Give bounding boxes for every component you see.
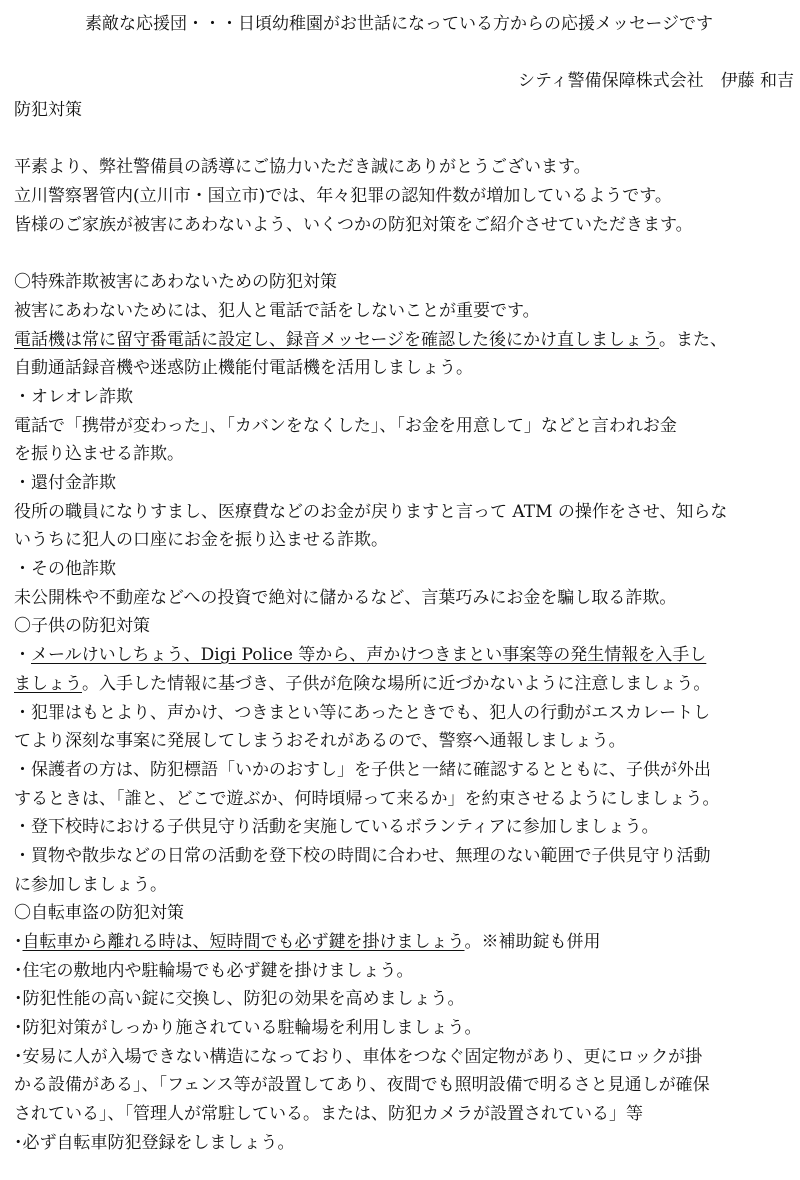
line-text: ･防犯対策がしっかり施されている駐輪場を利用しましょう。 — [14, 1018, 482, 1039]
line-text: 自動通話録音機や迷惑防止機能付電話機を活用しましょう。 — [14, 358, 473, 379]
underlined-text: メールけいしちょう、Digi Police 等から、声かけつきまとい事案等の発生情報を入手し — [31, 645, 707, 666]
line-text: ・登下校時における子供見守り活動を実施しているボランティアに参加しましょう。 — [14, 817, 659, 838]
text-line — [14, 670, 794, 699]
text-line — [14, 899, 794, 928]
text-line — [14, 928, 794, 957]
page-title — [14, 10, 794, 39]
text-line — [14, 813, 794, 842]
line-text: てより深刻な事案に発展してしまうおそれがあるので、警察へ通報しましょう。 — [14, 731, 626, 752]
line-text: 〇子供の防犯対策 — [14, 616, 150, 637]
text-line — [14, 440, 794, 469]
line-text: ・買物や散歩などの日常の活動を登下校の時間に合わせ、無理のない範囲で子供見守り活動 — [14, 845, 711, 866]
text-line — [14, 641, 794, 670]
text-line — [14, 555, 794, 584]
document-body — [14, 10, 794, 1158]
line-text: 。※補助錠も併用 — [464, 932, 601, 952]
line-text: 電話で「携帯が変わった」、「カバンをなくした」、「お金を用意して」などと言われお金 — [14, 415, 677, 436]
line-text: 平素より、弊社警備員の誘導にご協力いただき誠にありがとうございます。 — [14, 157, 591, 178]
blank-line — [14, 125, 794, 154]
text-line — [14, 354, 794, 383]
blank-line — [14, 39, 794, 68]
text-line — [14, 871, 794, 900]
line-text: 役所の職員になりすまし、医療費などのお金が戻りますと言って ATM の操作をさせ、知らな — [14, 501, 728, 522]
line-text: 未公開株や不動産などへの投資で絶対に儲かるなど、言葉巧みにお金を騙し取る詐欺。 — [14, 587, 677, 608]
line-text: ･安易に人が入場できない構造になっており、車体をつなぐ固定物があり、更にロックが掛 — [14, 1046, 703, 1067]
text-line — [14, 1071, 794, 1100]
text-line — [14, 211, 794, 240]
text-line — [14, 383, 794, 412]
line-text: 。また、 — [658, 329, 727, 350]
line-text: ・その他詐欺 — [14, 559, 116, 580]
text-line — [14, 699, 794, 728]
text-line — [14, 182, 794, 211]
text-line — [14, 1043, 794, 1072]
line-text: ・犯罪はもとより、声かけ、つきまとい等にあったときでも、犯人の行動がエスカレートし — [14, 702, 711, 723]
line-text: ･必ず自転車防犯登録をしましょう。 — [14, 1132, 295, 1153]
underlined-text: 自転車から離れる時は、短時間でも必ず鍵を掛けましょう — [22, 932, 465, 952]
text-line — [14, 297, 794, 326]
line-text: ･防犯性能の高い錠に交換し、防犯の効果を高めましょう。 — [14, 989, 465, 1010]
line-text: されている」、「管理人が常駐している。または、防犯カメラが設置されている」等 — [14, 1104, 643, 1125]
text-line — [14, 268, 794, 297]
line-text: に参加しましょう。 — [14, 874, 167, 895]
line-text: ・還付金詐欺 — [14, 473, 116, 493]
author-line — [14, 67, 794, 96]
line-text: ･住宅の敷地内や駐輪場でも必ず鍵を掛けましょう。 — [14, 960, 414, 981]
text-line — [14, 412, 794, 441]
blank-line — [14, 240, 794, 269]
text-line — [14, 326, 794, 355]
text-line — [14, 727, 794, 756]
line-text: 皆様のご家族が被害にあわないよう、いくつかの防犯対策をご紹介させていただきます。 — [14, 214, 693, 235]
line-text: 〇自転車盗の防犯対策 — [14, 903, 184, 924]
line-text: かる設備がある」、「フェンス等が設置してあり、夜間でも照明設備で明るさと見通しが確保 — [14, 1075, 710, 1096]
text-line — [14, 1014, 794, 1043]
text-line — [14, 756, 794, 785]
text-line — [14, 985, 794, 1014]
underlined-text: ましょう — [14, 673, 82, 694]
line-text: いうちに犯人の口座にお金を振り込ませる詐欺。 — [14, 530, 388, 551]
text-line — [14, 1129, 794, 1158]
line-text: 立川警察署管内(立川市・国立市)では、年々犯罪の認知件数が増加しているようです。 — [14, 186, 672, 207]
underlined-text: 電話機は常に留守番電話に設定し、録音メッセージを確認した後にかけ直しましょう — [14, 329, 659, 350]
line-text: 素敵な応援団・・・日頃幼稚園がお世話になっている方からの応援メッセージです — [85, 14, 713, 34]
line-text: 被害にあわないためには、犯人と電話で話をしないことが重要です。 — [14, 300, 540, 321]
text-line — [14, 96, 794, 125]
line-text: を振り込ませる詐欺。 — [14, 444, 184, 465]
line-text: するときは、「誰と、どこで遊ぶか、何時頃帰って来るか」を約束させるようにしましょう。 — [14, 788, 720, 809]
line-text: シティ警備保障株式会社 伊藤 和吉 — [517, 71, 794, 92]
bullet: ・ — [14, 645, 31, 666]
line-text: 。入手した情報に基づき、子供が危険な場所に近づかないように注意しましょう。 — [82, 673, 711, 694]
line-text: 〇特殊詐欺被害にあわないための防犯対策 — [14, 272, 337, 293]
text-line — [14, 1100, 794, 1129]
text-line — [14, 785, 794, 814]
text-line — [14, 957, 794, 986]
text-line — [14, 842, 794, 871]
text-line — [14, 612, 794, 641]
line-text: 防犯対策 — [14, 100, 82, 121]
bullet: ･ — [14, 932, 23, 952]
line-text: ・オレオレ詐欺 — [14, 386, 133, 407]
text-line — [14, 526, 794, 555]
line-text: ・保護者の方は、防犯標語「いかのおすし」を子供と一緒に確認するとともに、子供が外出 — [14, 759, 711, 780]
text-line — [14, 584, 794, 613]
text-line — [14, 498, 794, 527]
text-line — [14, 469, 794, 498]
text-line — [14, 153, 794, 182]
